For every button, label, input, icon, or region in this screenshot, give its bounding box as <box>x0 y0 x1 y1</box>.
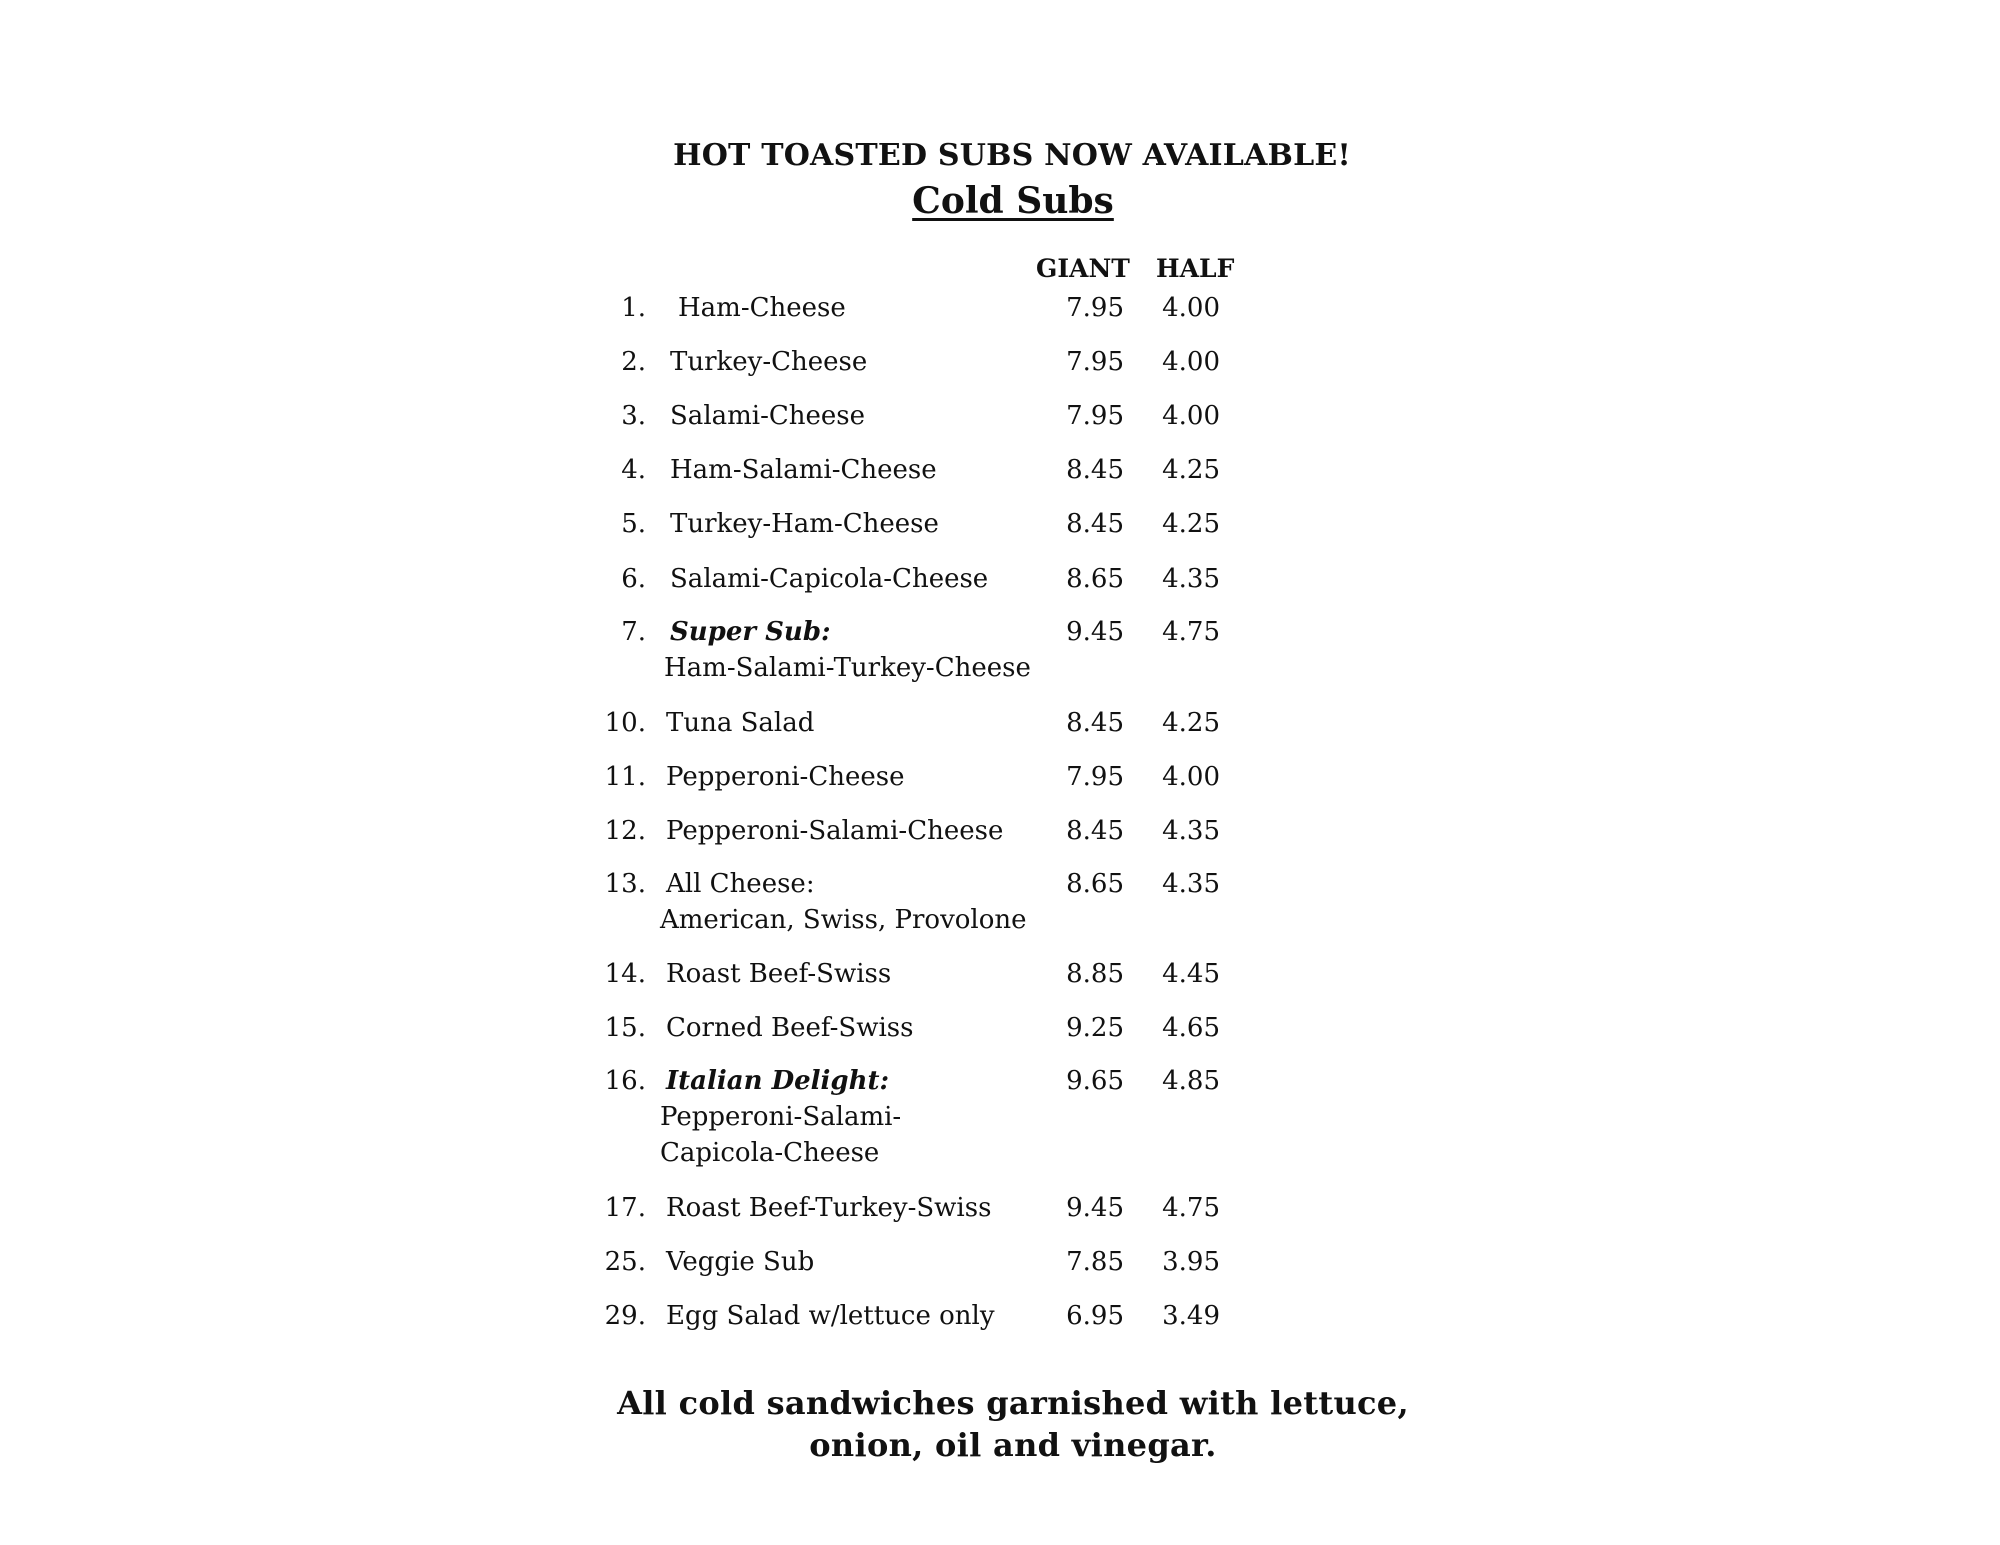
price-half: 4.00 <box>1162 293 1220 323</box>
price-giant: 8.85 <box>1066 959 1124 989</box>
price-giant: 9.25 <box>1066 1013 1124 1043</box>
price-half: 4.00 <box>1162 347 1220 377</box>
item-number: 12. <box>604 816 646 846</box>
price-giant: 7.95 <box>1066 762 1124 792</box>
price-giant: 9.45 <box>1066 1193 1124 1223</box>
item-number: 29. <box>604 1301 646 1331</box>
price-giant: 7.95 <box>1066 401 1124 431</box>
item-name: Turkey-Cheese <box>670 347 868 377</box>
column-header-giant: GIANT <box>1036 254 1130 283</box>
price-half: 3.95 <box>1162 1247 1220 1277</box>
footer-line-1: All cold sandwiches garnished with lettuce, <box>617 1384 1409 1422</box>
item-name: Egg Salad w/lettuce only <box>666 1301 995 1331</box>
item-description: American, Swiss, Provolone <box>660 905 1027 935</box>
price-half: 4.00 <box>1162 762 1220 792</box>
item-name: Corned Beef-Swiss <box>666 1013 914 1043</box>
item-name: Tuna Salad <box>666 708 815 738</box>
price-half: 4.25 <box>1162 708 1220 738</box>
price-giant: 8.45 <box>1066 816 1124 846</box>
price-half: 4.00 <box>1162 401 1220 431</box>
price-half: 4.75 <box>1162 617 1220 647</box>
item-name: Roast Beef-Turkey-Swiss <box>666 1193 992 1223</box>
item-number: 10. <box>604 708 646 738</box>
price-giant: 8.65 <box>1066 564 1124 594</box>
price-half: 4.45 <box>1162 959 1220 989</box>
price-giant: 8.45 <box>1066 708 1124 738</box>
item-name: Ham-Salami-Cheese <box>670 455 937 485</box>
item-number: 16. <box>604 1066 646 1096</box>
item-number: 11. <box>604 762 646 792</box>
item-number: 17. <box>604 1193 646 1223</box>
price-half: 4.35 <box>1162 869 1220 899</box>
item-name: Ham-Cheese <box>678 293 846 323</box>
headline: HOT TOASTED SUBS NOW AVAILABLE! <box>673 138 1351 173</box>
price-giant: 9.65 <box>1066 1066 1124 1096</box>
price-half: 4.75 <box>1162 1193 1220 1223</box>
item-number: 6. <box>621 564 646 594</box>
price-giant: 8.45 <box>1066 509 1124 539</box>
item-number: 2. <box>621 347 646 377</box>
item-description-line: Pepperoni-Salami- <box>660 1102 902 1132</box>
item-name: Salami-Capicola-Cheese <box>670 564 989 594</box>
price-half: 4.85 <box>1162 1066 1220 1096</box>
item-number: 5. <box>621 509 646 539</box>
price-giant: 7.95 <box>1066 293 1124 323</box>
item-number: 13. <box>604 869 646 899</box>
item-name: Veggie Sub <box>666 1247 815 1277</box>
price-half: 4.25 <box>1162 455 1220 485</box>
price-giant: 7.95 <box>1066 347 1124 377</box>
price-half: 4.65 <box>1162 1013 1220 1043</box>
item-description-line: Capicola-Cheese <box>660 1138 880 1168</box>
footer-line-2: onion, oil and vinegar. <box>809 1426 1217 1464</box>
item-number: 4. <box>621 455 646 485</box>
item-description: Ham-Salami-Turkey-Cheese <box>664 653 1031 683</box>
item-number: 14. <box>604 959 646 989</box>
item-name: Roast Beef-Swiss <box>666 959 892 989</box>
item-name: Pepperoni-Salami-Cheese <box>666 816 1004 846</box>
section-title: Cold Subs <box>912 180 1114 222</box>
item-name: Pepperoni-Cheese <box>666 762 905 792</box>
item-name: Salami-Cheese <box>670 401 866 431</box>
item-name: Super Sub: <box>670 617 831 647</box>
item-name: All Cheese: <box>666 869 815 899</box>
item-number: 3. <box>621 401 646 431</box>
item-name: Turkey-Ham-Cheese <box>670 509 939 539</box>
item-number: 7. <box>621 617 646 647</box>
price-giant: 9.45 <box>1066 617 1124 647</box>
price-giant: 7.85 <box>1066 1247 1124 1277</box>
price-half: 4.25 <box>1162 509 1220 539</box>
item-description <box>660 1099 901 1171</box>
price-giant: 6.95 <box>1066 1301 1124 1331</box>
item-number: 25. <box>604 1247 646 1277</box>
price-half: 4.35 <box>1162 564 1220 594</box>
item-name: Italian Delight: <box>666 1066 890 1096</box>
price-half: 4.35 <box>1162 816 1220 846</box>
price-giant: 8.45 <box>1066 455 1124 485</box>
item-number: 15. <box>604 1013 646 1043</box>
column-header-half: HALF <box>1156 254 1235 283</box>
price-half: 3.49 <box>1162 1301 1220 1331</box>
footer-note <box>0 1382 2000 1466</box>
item-number: 1. <box>621 293 646 323</box>
price-giant: 8.65 <box>1066 869 1124 899</box>
